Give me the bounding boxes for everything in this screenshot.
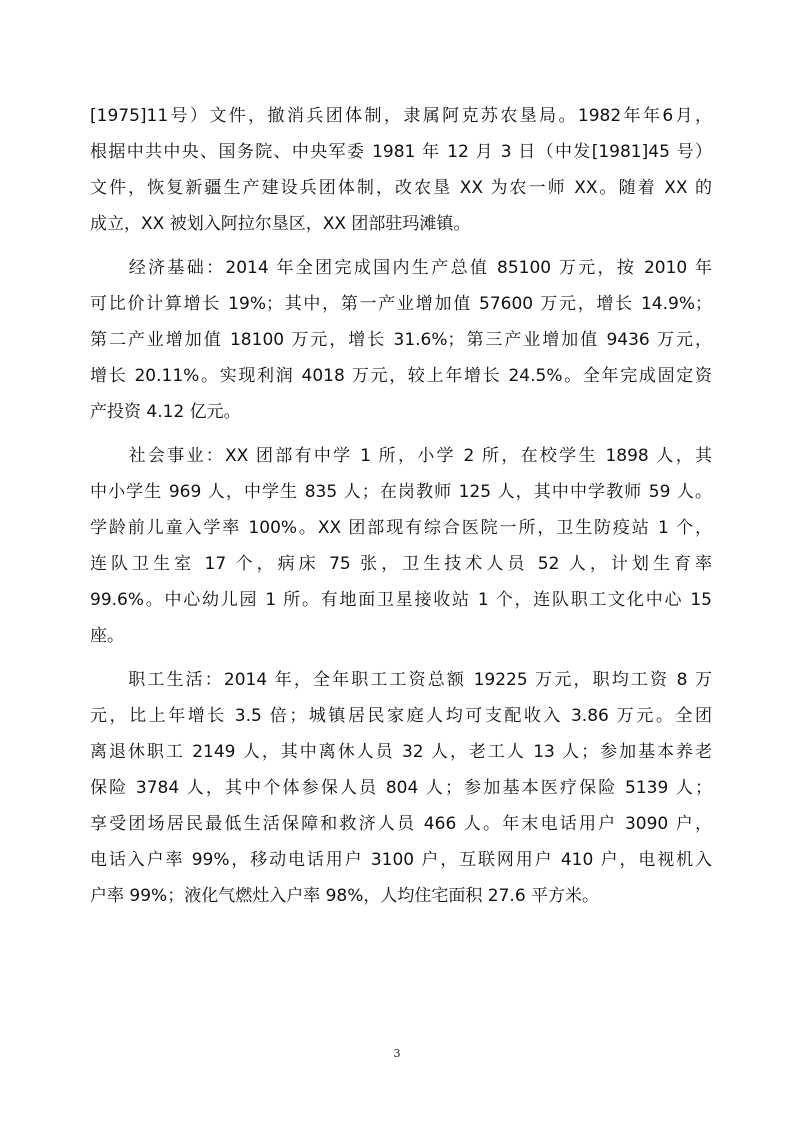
- text-line: 经济基础：2014 年全团完成国内生产总值 85100 万元，按 2010 年: [90, 258, 712, 278]
- text-line: 社会事业：XX 团部有中学 1 所，小学 2 所，在校学生 1898 人，其: [90, 446, 712, 466]
- text-line: 可比价计算增长 19%；其中，第一产业增加值 57600 万元，增长 14.9%；: [90, 294, 712, 314]
- text-line: 连队卫生室 17 个，病床 75 张，卫生技术人员 52 人，计划生育率: [90, 554, 712, 574]
- text-line: 第二产业增加值 18100 万元，增长 31.6%；第三产业增加值 9436 万元，: [90, 330, 712, 350]
- text-line: 电话入户率 99%，移动电话用户 3100 户，互联网用户 410 户，电视机入: [90, 850, 712, 870]
- text-line: 学龄前儿童入学率 100%。XX 团部现有综合医院一所，卫生防疫站 1 个，: [90, 518, 712, 538]
- paragraph-social: [90, 438, 712, 654]
- text-line: 产投资 4.12 亿元。: [90, 402, 241, 422]
- text-line: 享受团场居民最低生活保障和救济人员 466 人。年末电话用户 3090 户，: [90, 814, 712, 834]
- text-line: 保险 3784 人，其中个体参保人员 804 人；参加基本医疗保险 5139 人；: [90, 778, 712, 798]
- text-line: 座。: [90, 626, 124, 646]
- page-number: 3: [393, 1047, 401, 1060]
- body-text: [90, 98, 712, 914]
- text-line: 成立，XX 被划入阿拉尔垦区，XX 团部驻玛滩镇。: [90, 214, 471, 234]
- text-line: 99.6%。中心幼儿园 1 所。有地面卫星接收站 1 个，连队职工文化中心 15: [90, 590, 712, 610]
- text-line: 户率 99%；液化气燃灶入户率 98%，人均住宅面积 27.6 平方米。: [90, 886, 600, 906]
- paragraph-history: [90, 98, 712, 242]
- text-line: [1975]11号）文件，撤消兵团体制，隶属阿克苏农垦局。1982年年6月，: [90, 106, 712, 126]
- text-line: 元，比上年增长 3.5 倍；城镇居民家庭人均可支配收入 3.86 万元。全团: [90, 706, 712, 726]
- paragraph-livelihood: [90, 662, 712, 914]
- paragraph-economy: [90, 250, 712, 430]
- text-line: 中小学生 969 人，中学生 835 人；在岗教师 125 人，其中中学教师 59 人。: [90, 482, 712, 502]
- text-line: 根据中共中央、国务院、中央军委 1981 年 12 月 3 日（中发[1981]45 号）: [90, 142, 712, 162]
- text-line: 文件，恢复新疆生产建设兵团体制，改农垦 XX 为农一师 XX。随着 XX 的: [90, 178, 712, 198]
- text-line: 离退休职工 2149 人，其中离休人员 32 人，老工人 13 人；参加基本养老: [90, 742, 712, 762]
- text-line: 职工生活：2014 年，全年职工工资总额 19225 万元，职均工资 8 万: [90, 670, 712, 690]
- text-line: 增长 20.11%。实现利润 4018 万元，较上年增长 24.5%。全年完成固定资: [90, 366, 712, 386]
